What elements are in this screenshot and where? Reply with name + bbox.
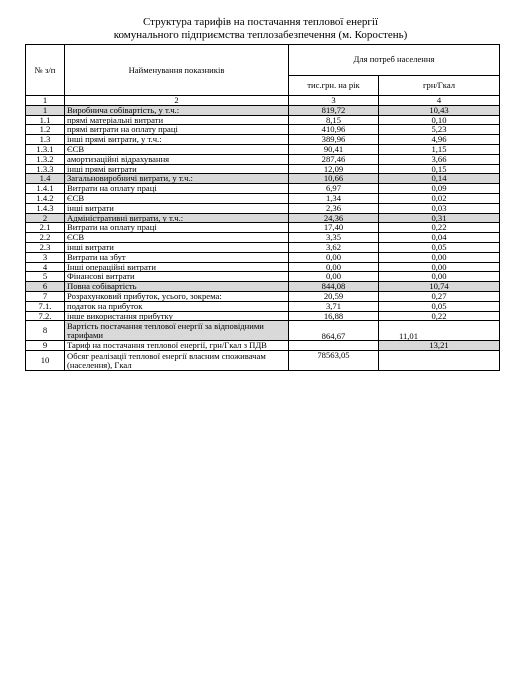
row-number: 2.2: [26, 233, 65, 243]
table-row: [26, 184, 500, 194]
row-value-thous: 3,62: [289, 242, 379, 252]
row-value-thous: 0,00: [289, 252, 379, 262]
table-row: [26, 252, 500, 262]
row-value-gcal: 0,14: [379, 174, 500, 184]
row-name: Вартість постачання теплової енергії за відповідними тарифами: [65, 321, 289, 341]
row-name: амортизаційні відрахування: [65, 154, 289, 164]
table-row: [26, 213, 500, 223]
row-number: 1.3.3: [26, 164, 65, 174]
row-number: 1.3: [26, 135, 65, 145]
tariff-structure-table: [25, 44, 500, 371]
table-row: [26, 282, 500, 292]
row-number: 5: [26, 272, 65, 282]
row-name: Обсяг реалізації теплової енергії власним споживачам (населення), Гкал: [65, 351, 289, 371]
table-row: [26, 115, 500, 125]
row-value-thous: 819,72: [289, 105, 379, 115]
row-value-gcal: 1,15: [379, 144, 500, 154]
row-value-gcal: 0,31: [379, 213, 500, 223]
header-num: № з/п: [26, 45, 65, 96]
table-row: [26, 291, 500, 301]
table-row: [26, 321, 500, 341]
table-row: [26, 144, 500, 154]
row-number: 3: [26, 252, 65, 262]
row-value-gcal: 0,05: [379, 301, 500, 311]
row-value-gcal: 5,23: [379, 125, 500, 135]
table-row: [26, 164, 500, 174]
row-number: 1.4.2: [26, 193, 65, 203]
row-value-thous: 410,96: [289, 125, 379, 135]
row-value-thous: 2,36: [289, 203, 379, 213]
header-group: Для потреб населення: [289, 45, 500, 76]
row-value-thous: 287,46: [289, 154, 379, 164]
row-value-thous: 6,97: [289, 184, 379, 194]
row-name: ЄСВ: [65, 193, 289, 203]
header-row: [26, 45, 500, 76]
table-row: [26, 233, 500, 243]
row-name: Фінансові витрати: [65, 272, 289, 282]
row-value-thous: 20,59: [289, 291, 379, 301]
row-value-thous: 16,88: [289, 311, 379, 321]
row-value-gcal: 10,43: [379, 105, 500, 115]
row-name: ЄСВ: [65, 233, 289, 243]
row-value-gcal: 0,09: [379, 184, 500, 194]
table-row: [26, 242, 500, 252]
row-value-gcal: 3,66: [379, 154, 500, 164]
row-number: 10: [26, 351, 65, 371]
row-value-gcal: 0,10: [379, 115, 500, 125]
table-row: [26, 154, 500, 164]
table-row: [26, 125, 500, 135]
row-name: Виробнича собівартість, у т.ч.:: [65, 105, 289, 115]
row-name: Витрати на збут: [65, 252, 289, 262]
row-name: прямі матеріальні витрати: [65, 115, 289, 125]
index-cell: 2: [65, 96, 289, 106]
row-name: Витрати на оплату праці: [65, 223, 289, 233]
row-value-gcal: 0,02: [379, 193, 500, 203]
row-name: інші витрати: [65, 242, 289, 252]
row-value-gcal: 0,15: [379, 164, 500, 174]
row-value-thous: 389,96: [289, 135, 379, 145]
row-value-gcal: 0,05: [379, 242, 500, 252]
index-cell: 4: [379, 96, 500, 106]
row-number: 9: [26, 341, 65, 351]
table-row: [26, 174, 500, 184]
row-value-gcal: 0,04: [379, 233, 500, 243]
row-value-gcal: 0,00: [379, 272, 500, 282]
document-title: [0, 16, 521, 42]
table-row: [26, 262, 500, 272]
row-value-thous: 24,36: [289, 213, 379, 223]
row-value-thous: 78563,05: [289, 351, 379, 371]
row-number: 1.4.3: [26, 203, 65, 213]
row-value-gcal: 11,01: [379, 321, 500, 341]
row-value-thous: 3,35: [289, 233, 379, 243]
row-value-thous: 12,09: [289, 164, 379, 174]
row-number: 8: [26, 321, 65, 341]
index-row: [26, 96, 500, 106]
row-value-thous: 3,71: [289, 301, 379, 311]
row-value-thous: 864,67: [289, 321, 379, 341]
row-number: 1.3.2: [26, 154, 65, 164]
title-line-1: Структура тарифів на постачання теплової енергії: [142, 16, 379, 28]
row-number: 2: [26, 213, 65, 223]
table-row: [26, 351, 500, 371]
row-name: Розрахунковий прибуток, усього, зокрема:: [65, 291, 289, 301]
row-name: Адміністративні витрати, у т.ч.:: [65, 213, 289, 223]
header-thous: тис.грн. на рік: [289, 75, 379, 95]
row-number: 2.3: [26, 242, 65, 252]
index-cell: 3: [289, 96, 379, 106]
header-name: Найменування показників: [65, 45, 289, 96]
index-cell: 1: [26, 96, 65, 106]
row-name: інші прямі витрати, у т.ч.:: [65, 135, 289, 145]
row-name: Повна собівартість: [65, 282, 289, 292]
row-number: 1.2: [26, 125, 65, 135]
row-name: інше використання прибутку: [65, 311, 289, 321]
row-number: 1: [26, 105, 65, 115]
row-value-gcal: [379, 351, 500, 371]
table-row: [26, 105, 500, 115]
row-number: 1.3.1: [26, 144, 65, 154]
row-number: 7.1.: [26, 301, 65, 311]
row-value-thous: 10,66: [289, 174, 379, 184]
row-value-thous: 8,15: [289, 115, 379, 125]
row-number: 6: [26, 282, 65, 292]
row-name: інші витрати: [65, 203, 289, 213]
row-number: 2.1: [26, 223, 65, 233]
row-value-gcal: 0,27: [379, 291, 500, 301]
row-value-gcal: 4,96: [379, 135, 500, 145]
row-name: Загальновиробничі витрати, у т.ч.:: [65, 174, 289, 184]
row-name: Тариф на постачання теплової енергії, грн/Гкал з ПДВ: [65, 341, 289, 351]
title-line-2: комунального підприємства теплозабезпечення (м. Коростень): [113, 29, 408, 41]
row-value-gcal: 0,00: [379, 252, 500, 262]
row-number: 7: [26, 291, 65, 301]
row-value-thous: 0,00: [289, 272, 379, 282]
table-row: [26, 223, 500, 233]
row-value-gcal: 0,22: [379, 223, 500, 233]
row-name: ЄСВ: [65, 144, 289, 154]
table-row: [26, 193, 500, 203]
table-row: [26, 311, 500, 321]
table-row: [26, 272, 500, 282]
table-row: [26, 301, 500, 311]
row-value-gcal: 10,74: [379, 282, 500, 292]
row-value-thous: 0,00: [289, 262, 379, 272]
table-row: [26, 203, 500, 213]
row-value-gcal: 0,22: [379, 311, 500, 321]
row-name: інші прямі витрати: [65, 164, 289, 174]
row-value-thous: 90,41: [289, 144, 379, 154]
row-value-thous: [289, 341, 379, 351]
row-value-gcal: 0,00: [379, 262, 500, 272]
row-name: податок на прибуток: [65, 301, 289, 311]
table-row: [26, 341, 500, 351]
row-value-thous: 844,08: [289, 282, 379, 292]
row-number: 1.1: [26, 115, 65, 125]
header-gcal: грн/Гкал: [379, 75, 500, 95]
row-name: прямі витрати на оплату праці: [65, 125, 289, 135]
row-name: Інші операційні витрати: [65, 262, 289, 272]
row-name: Витрати на оплату праці: [65, 184, 289, 194]
row-number: 1.4: [26, 174, 65, 184]
row-value-thous: 17,40: [289, 223, 379, 233]
row-number: 1.4.1: [26, 184, 65, 194]
row-value-gcal: 13,21: [379, 341, 500, 351]
row-number: 4: [26, 262, 65, 272]
row-value-thous: 1,34: [289, 193, 379, 203]
row-number: 7.2.: [26, 311, 65, 321]
table-row: [26, 135, 500, 145]
row-value-gcal: 0,03: [379, 203, 500, 213]
